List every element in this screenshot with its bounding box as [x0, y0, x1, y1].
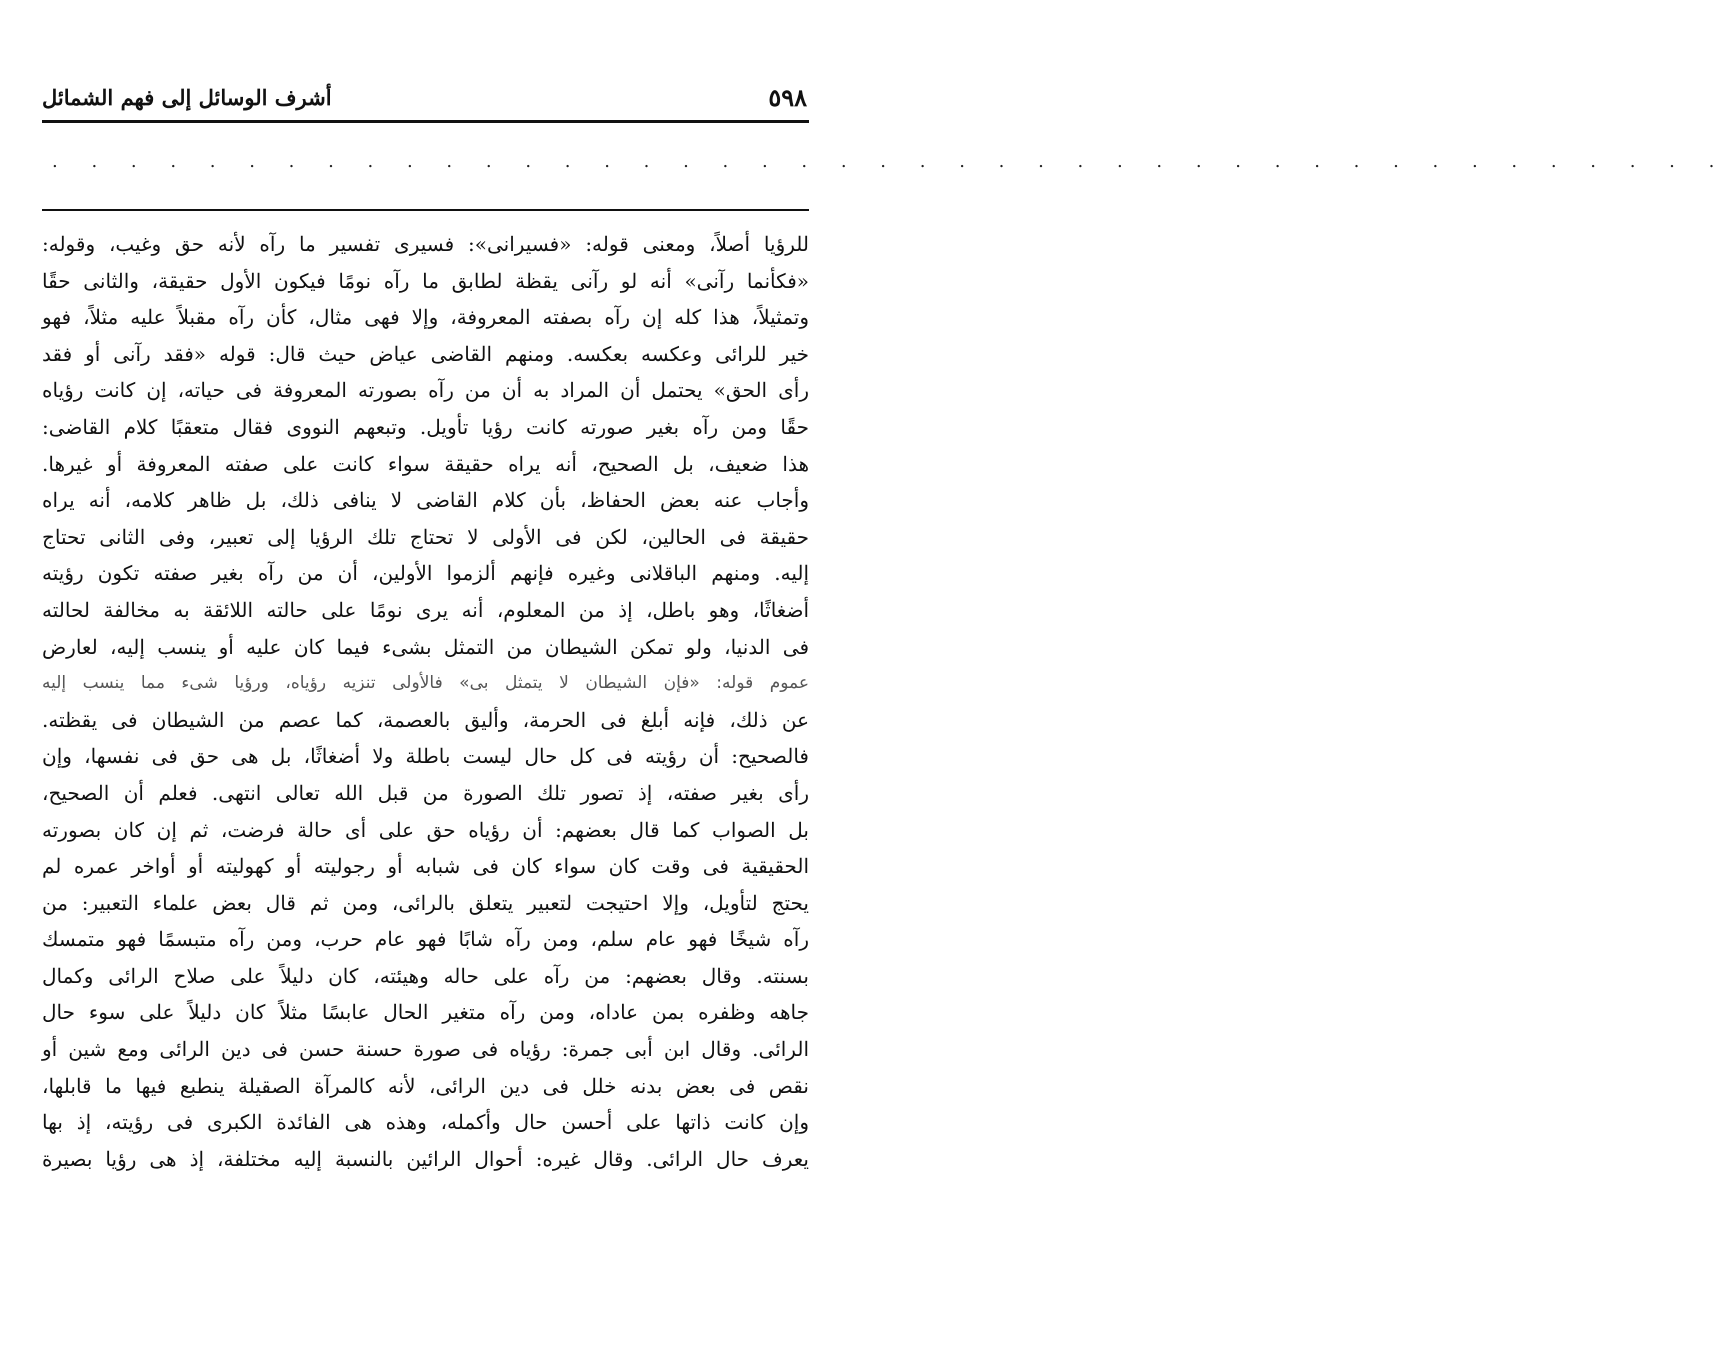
text-line: فى الدنيا، ولو تمكن الشيطان من التمثل بشىء فيما كان عليه أو ينسب إليه، لعارض: [42, 634, 810, 659]
text-line: رأى الحق» يحتمل أن المراد به أن من رآه بصورته المعروفة فى حياته، إن كانت رؤياه: [42, 378, 809, 403]
text-line: رآه شيخًا فهو عام سلم، ومن رآه شابًا فهو عام حرب، ومن رآه متبسمًا فهو متمسك: [42, 927, 809, 952]
text-line: حقيقة فى الحالين، لكن فى الأولى لا تحتاج تلك الرؤيا إلى تعبير، وفى الثانى تحتاج: [42, 524, 809, 549]
text-line: بسنته. وقال بعضهم: من رآه على حاله وهيئته، كان دليلاً على صلاح الرائى وكمال: [42, 963, 809, 988]
text-line: الحقيقية فى وقت كان سواء كان فى شبابه أو رجوليته أو كهوليته أو أواخر عمره لم: [42, 854, 809, 879]
text-line: خير للرائى وعكسه بعكسه. ومنهم القاضى عياض حيث قال: قوله «فقد رآنى أو فقد: [42, 341, 809, 366]
text-line: أضغاثًا، وهو باطل، إذ من المعلوم، أنه يرى نومًا على حالته اللائقة به مخالفة لحالته: [42, 597, 809, 622]
text-line: «فكأنما رآنى» أنه لو رآنى يقظة لطابق ما رآه نومًا فيكون الأول حقيقة، والثانى حقًا: [42, 268, 809, 293]
text-line: يحتج لتأويل، وإلا احتيجت لتعبير يتعلق بالرائى، ومن ثم قال بعض علماء التعبير: من: [42, 890, 809, 915]
text-line: رأى بغير صفته، إذ تصور تلك الصورة من قبل الله تعالى انتهى. فعلم أن الصحيح،: [42, 780, 809, 805]
text-line: للرؤيا أصلاً، ومعنى قوله: «فسيرانى»: فسيرى تفسير ما رآه لأنه حق وغيب، وقوله:: [42, 232, 809, 256]
text-line: بل الصواب كما قال بعضهم: أن رؤياه حق على أى حالة فرضت، ثم إن كان بصورته: [42, 817, 809, 842]
page-number: ٥٩٨: [768, 83, 807, 112]
text-line: هذا ضعيف، بل الصحيح، أنه يراه حقيقة سواء كانت على صفته المعروفة أو غيرها.: [42, 451, 809, 476]
text-line: عن ذلك، فإنه أبلغ فى الحرمة، وأليق بالعصمة، كما عصم من الشيطان فى يقظته.: [42, 707, 809, 732]
page-header: [42, 82, 807, 114]
text-line: نقص فى بعض بدنه خلل فى دين الرائى، لأنه كالمرآة الصقيلة ينطبع فيها ما قابلها،: [42, 1073, 809, 1098]
text-line: يعرف حال الرائى. وقال غيره: أحوال الرائين بالنسبة إليه مختلفة، إذ هى رؤيا بصيرة: [42, 1146, 809, 1171]
text-line: وتمثيلاً، هذا كله إن رآه بصفته المعروفة، وإلا فهى مثال، كأن رآه مقبلاً عليه مثلاً، فهو: [42, 305, 809, 330]
text-line: جاهه وظفره بمن عاداه، ومن رآه متغير الحال عابسًا مثلاً كان دليلاً على سوء حال: [42, 1000, 809, 1025]
text-line: حقًا ومن رآه بغير صورته كانت رؤيا تأويل. وتبعهم النووى فقال متعقبًا كلام القاضى:: [42, 414, 809, 439]
header-rule: [42, 120, 809, 123]
text-line-light: عموم قوله: «فإن الشيطان لا يتمثل بى» فالأولى تنزيه رؤياه، ورؤيا شىء مما ينسب إليه: [42, 673, 809, 694]
section-rule: [42, 209, 809, 211]
text-line: الرائى. وقال ابن أبى جمرة: رؤياه فى صورة حسنة حسن فى دين الرائى ومع شين أو: [42, 1037, 809, 1062]
omission-dots: . . . . . . . . . . . . . . . . . . . . . . . . . . . . . . . . . . . . . . . . . . .: [52, 151, 1728, 172]
body-text: [42, 226, 809, 1177]
text-line: وإن كانت ذاتها على أحسن حال وأكمله، وهذه هى الفائدة الكبرى فى رؤيته، إذ بها: [42, 1110, 809, 1135]
running-title: أشرف الوسائل إلى فهم الشمائل: [42, 85, 332, 110]
text-line: وأجاب عنه بعض الحفاظ، بأن كلام القاضى لا ينافى ذلك، بل ظاهر كلامه، أنه يراه: [42, 488, 809, 513]
text-line: إليه. ومنهم الباقلانى وغيره فإنهم ألزموا الأولين، أن من رآه بغير صفته تكون رؤيته: [42, 561, 809, 586]
text-line: فالصحيح: أن رؤيته فى كل حال ليست باطلة ولا أضغاثًا، بل هى حق فى نفسها، وإن: [42, 744, 809, 769]
